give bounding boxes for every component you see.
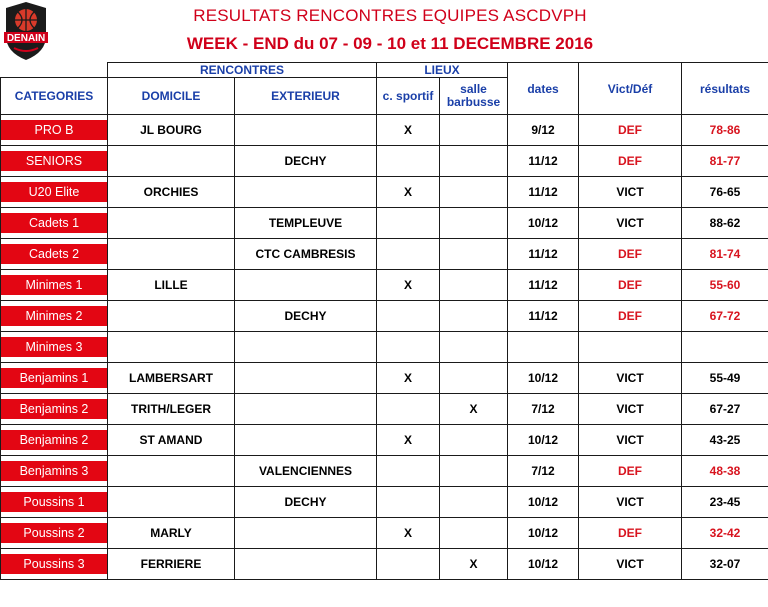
category-label: Minimes 1 (1, 275, 107, 295)
exterieur-cell: DECHY (235, 301, 377, 332)
category-cell (1, 425, 108, 456)
result-cell: 81-74 (682, 239, 768, 270)
domicile-cell: LILLE (108, 270, 235, 301)
exterieur-cell (235, 270, 377, 301)
category-cell (1, 363, 108, 394)
domicile-cell: LAMBERSART (108, 363, 235, 394)
category-cell (1, 549, 108, 580)
domicile-cell (108, 487, 235, 518)
salle-barbusse-cell (440, 363, 508, 394)
c-sportif-cell (377, 549, 440, 580)
result-cell: 67-72 (682, 301, 768, 332)
salle-barbusse-cell (440, 487, 508, 518)
vict-def-cell: VICT (579, 363, 682, 394)
exterieur-cell (235, 394, 377, 425)
c-sportif-cell (377, 332, 440, 363)
category-label: Cadets 2 (1, 244, 107, 264)
c-sportif-cell: X (377, 425, 440, 456)
exterieur-cell (235, 425, 377, 456)
exterieur-cell: VALENCIENNES (235, 456, 377, 487)
c-sportif-cell: X (377, 270, 440, 301)
category-label: SENIORS (1, 151, 107, 171)
result-cell: 55-49 (682, 363, 768, 394)
header-domicile: DOMICILE (108, 78, 235, 115)
table-row (1, 301, 768, 332)
table-row (1, 363, 768, 394)
result-cell: 55-60 (682, 270, 768, 301)
results-body (1, 115, 768, 580)
table-row (1, 208, 768, 239)
category-cell (1, 146, 108, 177)
table-row (1, 146, 768, 177)
table-row (1, 115, 768, 146)
result-cell: 88-62 (682, 208, 768, 239)
table-row (1, 549, 768, 580)
c-sportif-cell (377, 456, 440, 487)
vict-def-cell: DEF (579, 456, 682, 487)
header-spacer (1, 63, 108, 78)
domicile-cell (108, 208, 235, 239)
salle-barbusse-cell (440, 270, 508, 301)
date-cell: 11/12 (508, 270, 579, 301)
salle-barbusse-cell: X (440, 549, 508, 580)
category-cell (1, 301, 108, 332)
salle-barbusse-cell (440, 208, 508, 239)
category-label: Poussins 2 (1, 523, 107, 543)
result-cell: 48-38 (682, 456, 768, 487)
category-cell (1, 208, 108, 239)
header-c-sportif: c. sportif (377, 78, 440, 115)
result-cell: 78-86 (682, 115, 768, 146)
table-row (1, 456, 768, 487)
domicile-cell (108, 301, 235, 332)
category-label: Minimes 2 (1, 306, 107, 326)
category-label: Poussins 1 (1, 492, 107, 512)
c-sportif-cell: X (377, 115, 440, 146)
category-cell (1, 518, 108, 549)
domicile-cell: JL BOURG (108, 115, 235, 146)
club-logo (0, 0, 52, 62)
exterieur-cell (235, 549, 377, 580)
vict-def-cell: VICT (579, 425, 682, 456)
c-sportif-cell (377, 301, 440, 332)
c-sportif-cell: X (377, 177, 440, 208)
category-label: Benjamins 2 (1, 430, 107, 450)
vict-def-cell: DEF (579, 518, 682, 549)
date-cell: 7/12 (508, 456, 579, 487)
category-cell (1, 487, 108, 518)
table-row (1, 332, 768, 363)
vict-def-cell: VICT (579, 177, 682, 208)
salle-barbusse-cell (440, 115, 508, 146)
vict-def-cell: VICT (579, 394, 682, 425)
domicile-cell: FERRIERE (108, 549, 235, 580)
result-cell: 81-77 (682, 146, 768, 177)
logo-text: DENAIN (6, 33, 46, 44)
category-label: Benjamins 1 (1, 368, 107, 388)
domicile-cell: ORCHIES (108, 177, 235, 208)
exterieur-cell: CTC CAMBRESIS (235, 239, 377, 270)
table-row (1, 394, 768, 425)
vict-def-cell (579, 332, 682, 363)
exterieur-cell (235, 518, 377, 549)
exterieur-cell: DECHY (235, 146, 377, 177)
date-cell: 10/12 (508, 487, 579, 518)
c-sportif-cell (377, 394, 440, 425)
vict-def-cell: DEF (579, 301, 682, 332)
page-title: RESULTATS RENCONTRES EQUIPES ASCDVPH (193, 6, 587, 25)
exterieur-cell (235, 363, 377, 394)
salle-barbusse-cell: X (440, 394, 508, 425)
domicile-cell: MARLY (108, 518, 235, 549)
header-vict-def: Vict/Déf (579, 63, 682, 115)
date-cell: 10/12 (508, 549, 579, 580)
salle-barbusse-cell (440, 177, 508, 208)
salle-barbusse-cell (440, 146, 508, 177)
category-label: Cadets 1 (1, 213, 107, 233)
table-row (1, 425, 768, 456)
category-cell (1, 270, 108, 301)
table-row (1, 177, 768, 208)
salle-barbusse-cell (440, 332, 508, 363)
salle-barbusse-cell (440, 425, 508, 456)
header-salle-barbusse (440, 78, 508, 115)
header-dates: dates (508, 63, 579, 115)
date-cell: 11/12 (508, 177, 579, 208)
vict-def-cell: VICT (579, 487, 682, 518)
vict-def-cell: DEF (579, 146, 682, 177)
category-label: Minimes 3 (1, 337, 107, 357)
c-sportif-cell (377, 208, 440, 239)
date-cell: 7/12 (508, 394, 579, 425)
category-label: Benjamins 2 (1, 399, 107, 419)
table-row (1, 518, 768, 549)
table-row (1, 270, 768, 301)
result-cell: 43-25 (682, 425, 768, 456)
category-cell (1, 456, 108, 487)
result-cell: 67-27 (682, 394, 768, 425)
salle-barbusse-cell (440, 456, 508, 487)
domicile-cell (108, 332, 235, 363)
category-cell (1, 332, 108, 363)
date-cell: 10/12 (508, 518, 579, 549)
category-label: PRO B (1, 120, 107, 140)
header-exterieur: EXTERIEUR (235, 78, 377, 115)
c-sportif-cell (377, 239, 440, 270)
vict-def-cell: VICT (579, 208, 682, 239)
salle-barbusse-cell (440, 518, 508, 549)
c-sportif-cell (377, 487, 440, 518)
result-cell (682, 332, 768, 363)
date-cell: 11/12 (508, 146, 579, 177)
result-cell: 32-07 (682, 549, 768, 580)
results-table (0, 62, 768, 580)
page-subtitle: WEEK - END du 07 - 09 - 10 et 11 DECEMBRE 2016 (186, 34, 594, 53)
header-salle-line1: salle (460, 82, 487, 96)
category-label: Poussins 3 (1, 554, 107, 574)
c-sportif-cell (377, 146, 440, 177)
date-cell (508, 332, 579, 363)
date-cell: 10/12 (508, 363, 579, 394)
domicile-cell (108, 456, 235, 487)
vict-def-cell: DEF (579, 239, 682, 270)
c-sportif-cell: X (377, 518, 440, 549)
table-row (1, 487, 768, 518)
category-cell (1, 239, 108, 270)
result-cell: 32-42 (682, 518, 768, 549)
header-resultats: résultats (682, 63, 768, 115)
c-sportif-cell: X (377, 363, 440, 394)
date-cell: 10/12 (508, 208, 579, 239)
exterieur-cell (235, 115, 377, 146)
salle-barbusse-cell (440, 301, 508, 332)
result-cell: 76-65 (682, 177, 768, 208)
domicile-cell: ST AMAND (108, 425, 235, 456)
date-cell: 9/12 (508, 115, 579, 146)
result-cell: 23-45 (682, 487, 768, 518)
vict-def-cell: DEF (579, 270, 682, 301)
domicile-cell (108, 239, 235, 270)
salle-barbusse-cell (440, 239, 508, 270)
exterieur-cell: TEMPLEUVE (235, 208, 377, 239)
category-cell (1, 177, 108, 208)
header-salle-line2: barbusse (446, 95, 501, 109)
category-cell (1, 394, 108, 425)
header-lieux: LIEUX (377, 63, 508, 78)
exterieur-cell (235, 332, 377, 363)
exterieur-cell (235, 177, 377, 208)
category-cell (1, 115, 108, 146)
date-cell: 11/12 (508, 301, 579, 332)
vict-def-cell: VICT (579, 549, 682, 580)
category-label: Benjamins 3 (1, 461, 107, 481)
exterieur-cell: DECHY (235, 487, 377, 518)
date-cell: 11/12 (508, 239, 579, 270)
table-row (1, 239, 768, 270)
header-rencontres: RENCONTRES (108, 63, 377, 78)
domicile-cell: TRITH/LEGER (108, 394, 235, 425)
date-cell: 10/12 (508, 425, 579, 456)
vict-def-cell: DEF (579, 115, 682, 146)
header-categories: CATEGORIES (1, 78, 108, 115)
domicile-cell (108, 146, 235, 177)
category-label: U20 Elite (1, 182, 107, 202)
